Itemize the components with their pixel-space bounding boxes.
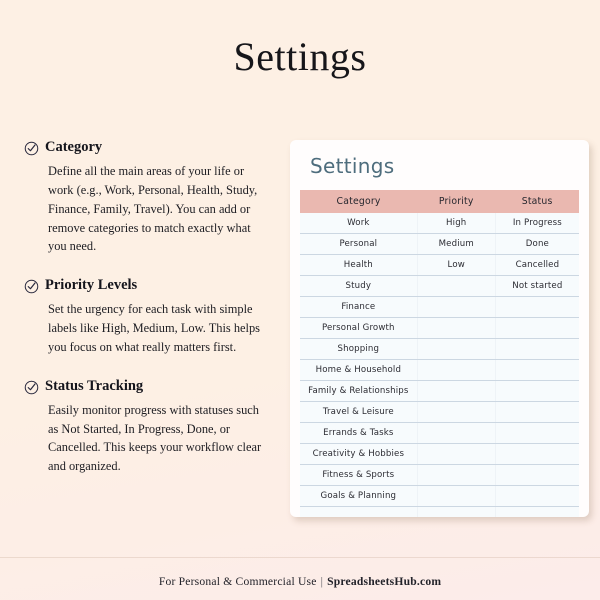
- feature-description: Define all the main areas of your life or work (e.g., Work, Personal, Health, Study, Finance, Family, Travel). You can add or remove categories to match exactly what you need.: [48, 164, 258, 254]
- table-cell[interactable]: [495, 486, 579, 507]
- table-cell[interactable]: [495, 297, 579, 318]
- check-circle-icon: [24, 380, 39, 395]
- table-row[interactable]: [300, 486, 579, 507]
- feature-item-category: [24, 140, 276, 256]
- table-cell[interactable]: [417, 297, 495, 318]
- table-cell[interactable]: [417, 465, 495, 486]
- table-cell[interactable]: [417, 318, 495, 339]
- table-cell[interactable]: High: [417, 213, 495, 234]
- table-cell[interactable]: [417, 507, 495, 518]
- table-row[interactable]: [300, 444, 579, 465]
- table-cell[interactable]: [417, 339, 495, 360]
- table-row[interactable]: [300, 507, 579, 518]
- table-cell[interactable]: [417, 360, 495, 381]
- check-circle-icon: [24, 141, 39, 156]
- feature-title: Category: [45, 139, 103, 156]
- table-cell[interactable]: [495, 402, 579, 423]
- preview-panel: [290, 140, 600, 517]
- table-cell[interactable]: [495, 444, 579, 465]
- footer-divider: [0, 557, 600, 558]
- feature-list: [0, 140, 290, 476]
- table-row[interactable]: [300, 234, 579, 255]
- table-cell[interactable]: Personal: [300, 234, 417, 255]
- table-cell[interactable]: Personal Growth: [300, 318, 417, 339]
- table-cell[interactable]: [495, 507, 579, 518]
- table-cell[interactable]: Not started: [495, 276, 579, 297]
- footer-brand-link[interactable]: SpreadsheetsHub.com: [327, 575, 442, 588]
- feature-title: Status Tracking: [45, 377, 144, 394]
- settings-table: [300, 190, 579, 517]
- feature-heading: [24, 379, 276, 395]
- table-row[interactable]: [300, 255, 579, 276]
- table-row[interactable]: [300, 297, 579, 318]
- table-cell[interactable]: Travel & Leisure: [300, 402, 417, 423]
- page-title: Settings: [233, 34, 367, 79]
- feature-description: Easily monitor progress with statuses such as Not Started, In Progress, Done, or Cancelled. This keeps your workflow clear and organized.: [48, 402, 262, 474]
- table-cell[interactable]: [417, 276, 495, 297]
- table-row[interactable]: [300, 339, 579, 360]
- table-cell[interactable]: Errands & Tasks: [300, 423, 417, 444]
- table-cell[interactable]: Work: [300, 213, 417, 234]
- table-cell[interactable]: Fitness & Sports: [300, 465, 417, 486]
- table-row[interactable]: [300, 402, 579, 423]
- table-body: [300, 213, 579, 517]
- table-cell[interactable]: [417, 423, 495, 444]
- table-cell[interactable]: In Progress: [495, 213, 579, 234]
- table-cell[interactable]: [417, 444, 495, 465]
- table-cell[interactable]: Done: [495, 234, 579, 255]
- table-cell[interactable]: [495, 339, 579, 360]
- table-cell[interactable]: Home & Household: [300, 360, 417, 381]
- table-cell[interactable]: [495, 465, 579, 486]
- table-row[interactable]: [300, 360, 579, 381]
- content-area: [0, 140, 600, 517]
- table-cell[interactable]: Goals & Planning: [300, 486, 417, 507]
- table-cell[interactable]: [495, 318, 579, 339]
- table-cell[interactable]: [417, 486, 495, 507]
- check-circle-icon: [24, 279, 39, 294]
- feature-description: Set the urgency for each task with simple labels like High, Medium, Low. This helps you focus on what really matters first.: [48, 302, 260, 354]
- table-cell[interactable]: Low: [417, 255, 495, 276]
- feature-heading: [24, 278, 276, 294]
- footer: [0, 575, 600, 588]
- table-cell[interactable]: Medium: [417, 234, 495, 255]
- table-cell[interactable]: [495, 423, 579, 444]
- table-row[interactable]: [300, 318, 579, 339]
- column-header-category: Category: [300, 190, 417, 213]
- table-row[interactable]: [300, 465, 579, 486]
- column-header-priority: Priority: [417, 190, 495, 213]
- table-cell[interactable]: [300, 507, 417, 518]
- table-cell[interactable]: Shopping: [300, 339, 417, 360]
- footer-usage-text: For Personal & Commercial Use: [158, 575, 317, 588]
- feature-item-status-tracking: [24, 379, 276, 476]
- table-row[interactable]: [300, 381, 579, 402]
- table-row[interactable]: [300, 213, 579, 234]
- footer-separator: |: [320, 575, 324, 588]
- settings-card: [290, 140, 589, 517]
- card-title: Settings: [310, 154, 395, 178]
- table-cell[interactable]: [495, 360, 579, 381]
- table-cell[interactable]: Cancelled: [495, 255, 579, 276]
- table-cell[interactable]: Family & Relationships: [300, 381, 417, 402]
- table-header: [300, 190, 579, 213]
- table-cell[interactable]: Health: [300, 255, 417, 276]
- table-cell[interactable]: Study: [300, 276, 417, 297]
- table-row[interactable]: [300, 276, 579, 297]
- table-row[interactable]: [300, 423, 579, 444]
- table-header-row: [300, 190, 579, 213]
- table-cell[interactable]: [495, 381, 579, 402]
- table-cell[interactable]: [417, 402, 495, 423]
- feature-item-priority-levels: [24, 278, 276, 357]
- feature-heading: [24, 140, 276, 156]
- column-header-status: Status: [495, 190, 579, 213]
- table-cell[interactable]: Finance: [300, 297, 417, 318]
- table-cell[interactable]: [417, 381, 495, 402]
- feature-title: Priority Levels: [45, 277, 138, 294]
- table-cell[interactable]: Creativity & Hobbies: [300, 444, 417, 465]
